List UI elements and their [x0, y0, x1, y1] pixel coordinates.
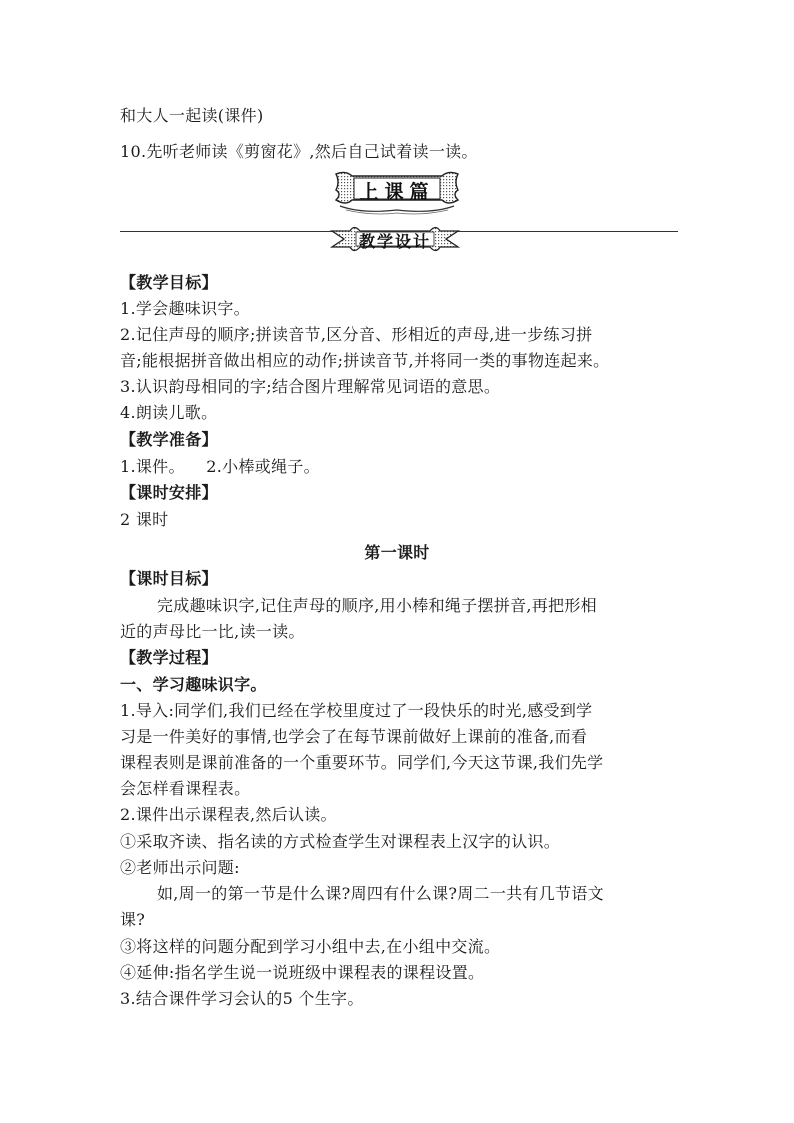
- step-1-line-3: 课程表则是课前准备的一个重要环节。同学们,今天这节课,我们先学: [120, 753, 604, 772]
- section-title: 教学设计: [358, 232, 431, 251]
- step-1-line-1: 1.导入:同学们,我们已经在学校里度过了一段快乐的时光,感受到学: [120, 701, 593, 720]
- sub-item-1: ①采取齐读、指名读的方式检查学生对课程表上汉字的认识。: [120, 832, 561, 851]
- prep-items: 1.课件。 2.小棒或绳子。: [120, 457, 320, 476]
- schedule-heading: 【课时安排】: [120, 483, 218, 502]
- step-2: 2.课件出示课程表,然后认读。: [120, 805, 337, 824]
- banner-title: 上课篇: [359, 181, 435, 203]
- section-tab: [330, 222, 460, 256]
- lesson-title: 第一课时: [364, 543, 430, 562]
- step-3: 3.结合课件学习会认的5 个生字。: [120, 989, 364, 1008]
- sub-item-2-question-line-2: 课?: [120, 910, 146, 929]
- lesson-goal-heading: 【课时目标】: [120, 569, 218, 588]
- step-1-line-4: 会怎样看课程表。: [120, 779, 251, 798]
- goal-item-2-line-1: 2.记住声母的顺序;拼读音节,区分音、形相近的声母,进一步练习拼: [120, 325, 593, 344]
- lesson-goal-line-1: 完成趣味识字,记住声母的顺序,用小棒和绳子摆拼音,再把形相: [157, 596, 597, 615]
- sub-item-2-question-line-1: 如,周一的第一节是什么课?周四有什么课?周二一共有几节语文: [157, 884, 604, 903]
- sub-item-4: ④延伸:指名学生说一说班级中课程表的课程设置。: [120, 963, 485, 982]
- class-banner: [332, 170, 462, 216]
- goal-item-4: 4.朗读儿歌。: [120, 403, 218, 422]
- intro-line-1: 和大人一起读(课件): [120, 106, 264, 125]
- step-1-line-2: 习是一件美好的事情,也学会了在每节课前做好上课前的准备,而看: [120, 727, 588, 746]
- goal-item-3: 3.认识韵母相同的字;结合图片理解常见词语的意思。: [120, 377, 501, 396]
- part-1-heading: 一、学习趣味识字。: [120, 675, 267, 694]
- sub-item-3: ③将这样的问题分配到学习小组中去,在小组中交流。: [120, 937, 501, 956]
- process-heading: 【教学过程】: [120, 648, 218, 667]
- prep-heading: 【教学准备】: [120, 430, 218, 449]
- goal-item-1: 1.学会趣味识字。: [120, 299, 250, 318]
- goals-heading: 【教学目标】: [120, 273, 218, 292]
- lesson-goal-line-2: 近的声母比一比,读一读。: [120, 622, 305, 641]
- schedule-value: 2 课时: [120, 510, 169, 529]
- intro-line-2: 10.先听老师读《剪窗花》,然后自己试着读一读。: [120, 142, 478, 161]
- goal-item-2-line-2: 音;能根据拼音做出相应的动作;拼读音节,并将同一类的事物连起来。: [120, 351, 610, 370]
- sub-item-2: ②老师出示问题:: [120, 858, 240, 877]
